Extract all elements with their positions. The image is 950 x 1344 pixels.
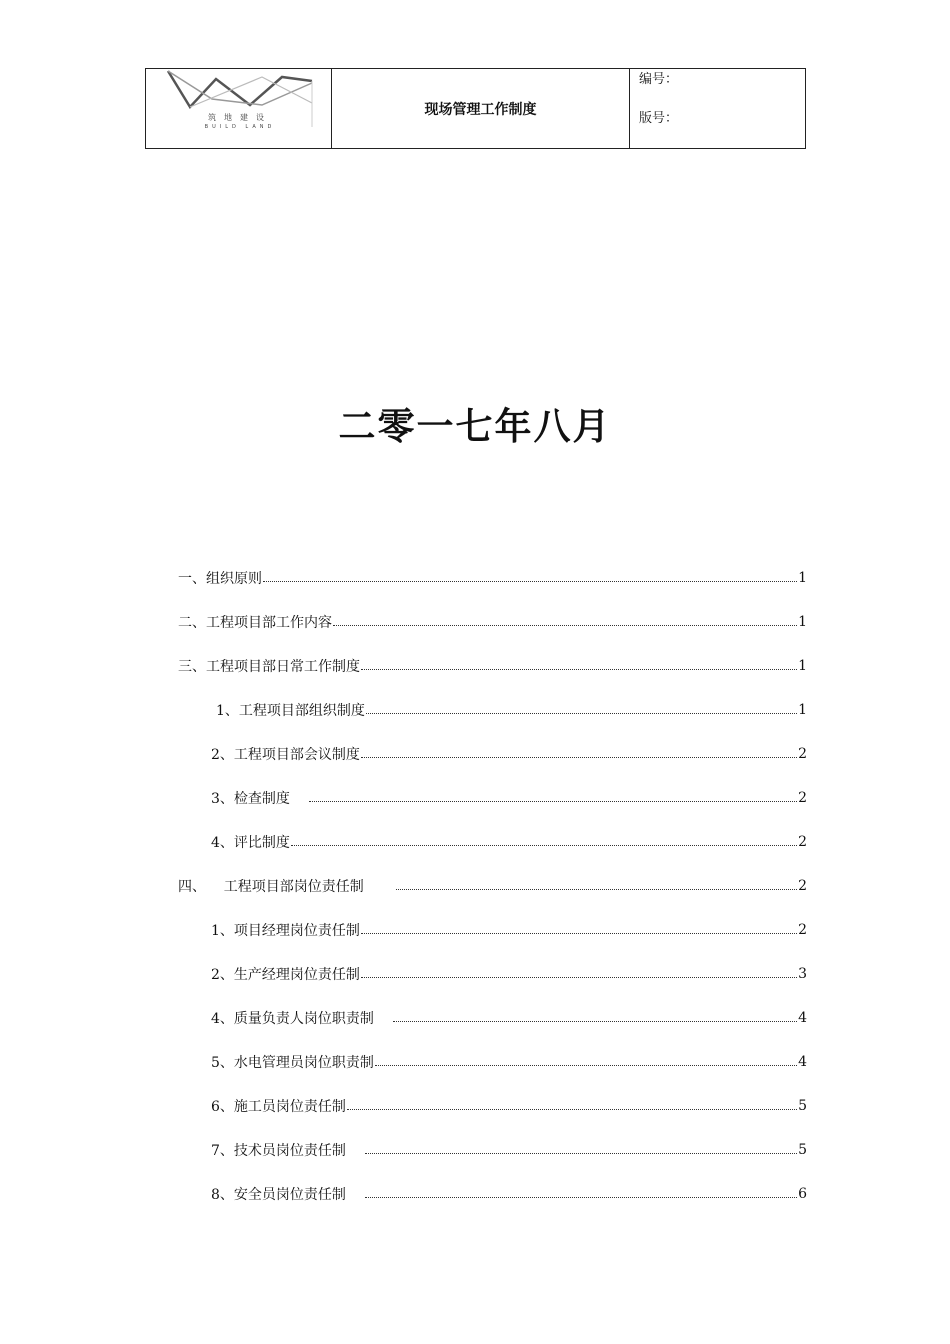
toc-leader-dots — [366, 713, 797, 714]
toc-entry-label: 4、质量负责人岗位职责制 — [211, 1011, 392, 1027]
toc-leader-dots — [361, 977, 797, 978]
toc-entry-label: 2、工程项目部会议制度 — [211, 747, 360, 763]
toc-entry[interactable] — [178, 864, 807, 908]
toc-entry[interactable] — [178, 1128, 807, 1172]
toc-entry[interactable] — [178, 644, 807, 688]
toc-leader-dots — [361, 757, 797, 758]
toc-leader-dots — [396, 889, 797, 890]
toc-entry-page: 2 — [798, 834, 807, 850]
logo-text-cn: 筑地建设 — [208, 113, 272, 122]
toc-leader-dots — [263, 581, 797, 582]
toc-entry[interactable] — [178, 1084, 807, 1128]
doc-title: 现场管理工作制度 — [332, 69, 630, 149]
toc-leader-dots — [291, 845, 797, 846]
toc-entry-page: 6 — [798, 1186, 807, 1202]
toc-entry-label: 三、工程项目部日常工作制度 — [178, 659, 360, 675]
date-title: 二零一七年八月 — [338, 405, 612, 448]
toc-entry-page: 2 — [798, 746, 807, 762]
toc-entry-label: 4、评比制度 — [211, 835, 290, 851]
toc-entry[interactable] — [178, 776, 807, 820]
toc-entry-page: 5 — [798, 1142, 807, 1158]
version-label: 版号： — [639, 111, 679, 126]
toc-entry-label: 1、项目经理岗位责任制 — [211, 923, 360, 939]
toc-entry[interactable] — [178, 732, 807, 776]
toc-entry[interactable] — [178, 908, 807, 952]
toc-entry-label: 1、工程项目部组织制度 — [216, 703, 365, 719]
toc-entry-page: 1 — [798, 614, 807, 630]
toc-leader-dots — [365, 1197, 797, 1198]
toc-leader-dots — [361, 669, 797, 670]
toc-entry[interactable] — [178, 820, 807, 864]
toc-leader-dots — [375, 1065, 797, 1066]
company-logo — [162, 69, 322, 139]
toc-entry-label: 2、生产经理岗位责任制 — [211, 967, 360, 983]
toc-entry-label: 7、技术员岗位责任制 — [211, 1143, 364, 1159]
toc-entry[interactable] — [178, 996, 807, 1040]
toc-entry[interactable] — [178, 600, 807, 644]
toc-entry-page: 4 — [798, 1054, 807, 1070]
toc-entry-page: 2 — [798, 790, 807, 806]
toc-entry-label: 一、组织原则 — [178, 571, 262, 587]
toc-entry-label: 6、施工员岗位责任制 — [211, 1099, 346, 1115]
toc-entry-label: 5、水电管理员岗位职责制 — [211, 1055, 374, 1071]
logo-text-en: BUILD LAND — [204, 124, 276, 130]
toc-entry[interactable] — [178, 1172, 807, 1216]
toc-entry-page: 1 — [798, 570, 807, 586]
toc-leader-dots — [393, 1021, 797, 1022]
toc-entry-label: 3、检查制度 — [211, 791, 308, 807]
toc-entry[interactable] — [178, 688, 807, 732]
toc-entry-page: 1 — [798, 702, 807, 718]
toc-entry-page: 2 — [798, 878, 807, 894]
toc-entry-label: 8、安全员岗位责任制 — [211, 1187, 364, 1203]
toc-entry-page: 4 — [798, 1010, 807, 1026]
toc-leader-dots — [347, 1109, 797, 1110]
toc-leader-dots — [365, 1153, 797, 1154]
toc-leader-dots — [309, 801, 797, 802]
toc-entry-label: 四、 工程项目部岗位责任制 — [178, 879, 395, 895]
table-of-contents — [178, 556, 807, 1216]
toc-entry[interactable] — [178, 952, 807, 996]
toc-entry-page: 5 — [798, 1098, 807, 1114]
number-label: 编号： — [639, 72, 679, 87]
toc-leader-dots — [333, 625, 797, 626]
document-header-table — [145, 68, 806, 149]
toc-entry[interactable] — [178, 1040, 807, 1084]
toc-entry[interactable] — [178, 556, 807, 600]
doc-meta-cell — [630, 69, 806, 149]
toc-entry-label: 二、工程项目部工作内容 — [178, 615, 332, 631]
toc-entry-page: 1 — [798, 658, 807, 674]
toc-leader-dots — [361, 933, 797, 934]
logo-cell — [146, 69, 332, 149]
toc-entry-page: 2 — [798, 922, 807, 938]
toc-entry-page: 3 — [798, 966, 807, 982]
